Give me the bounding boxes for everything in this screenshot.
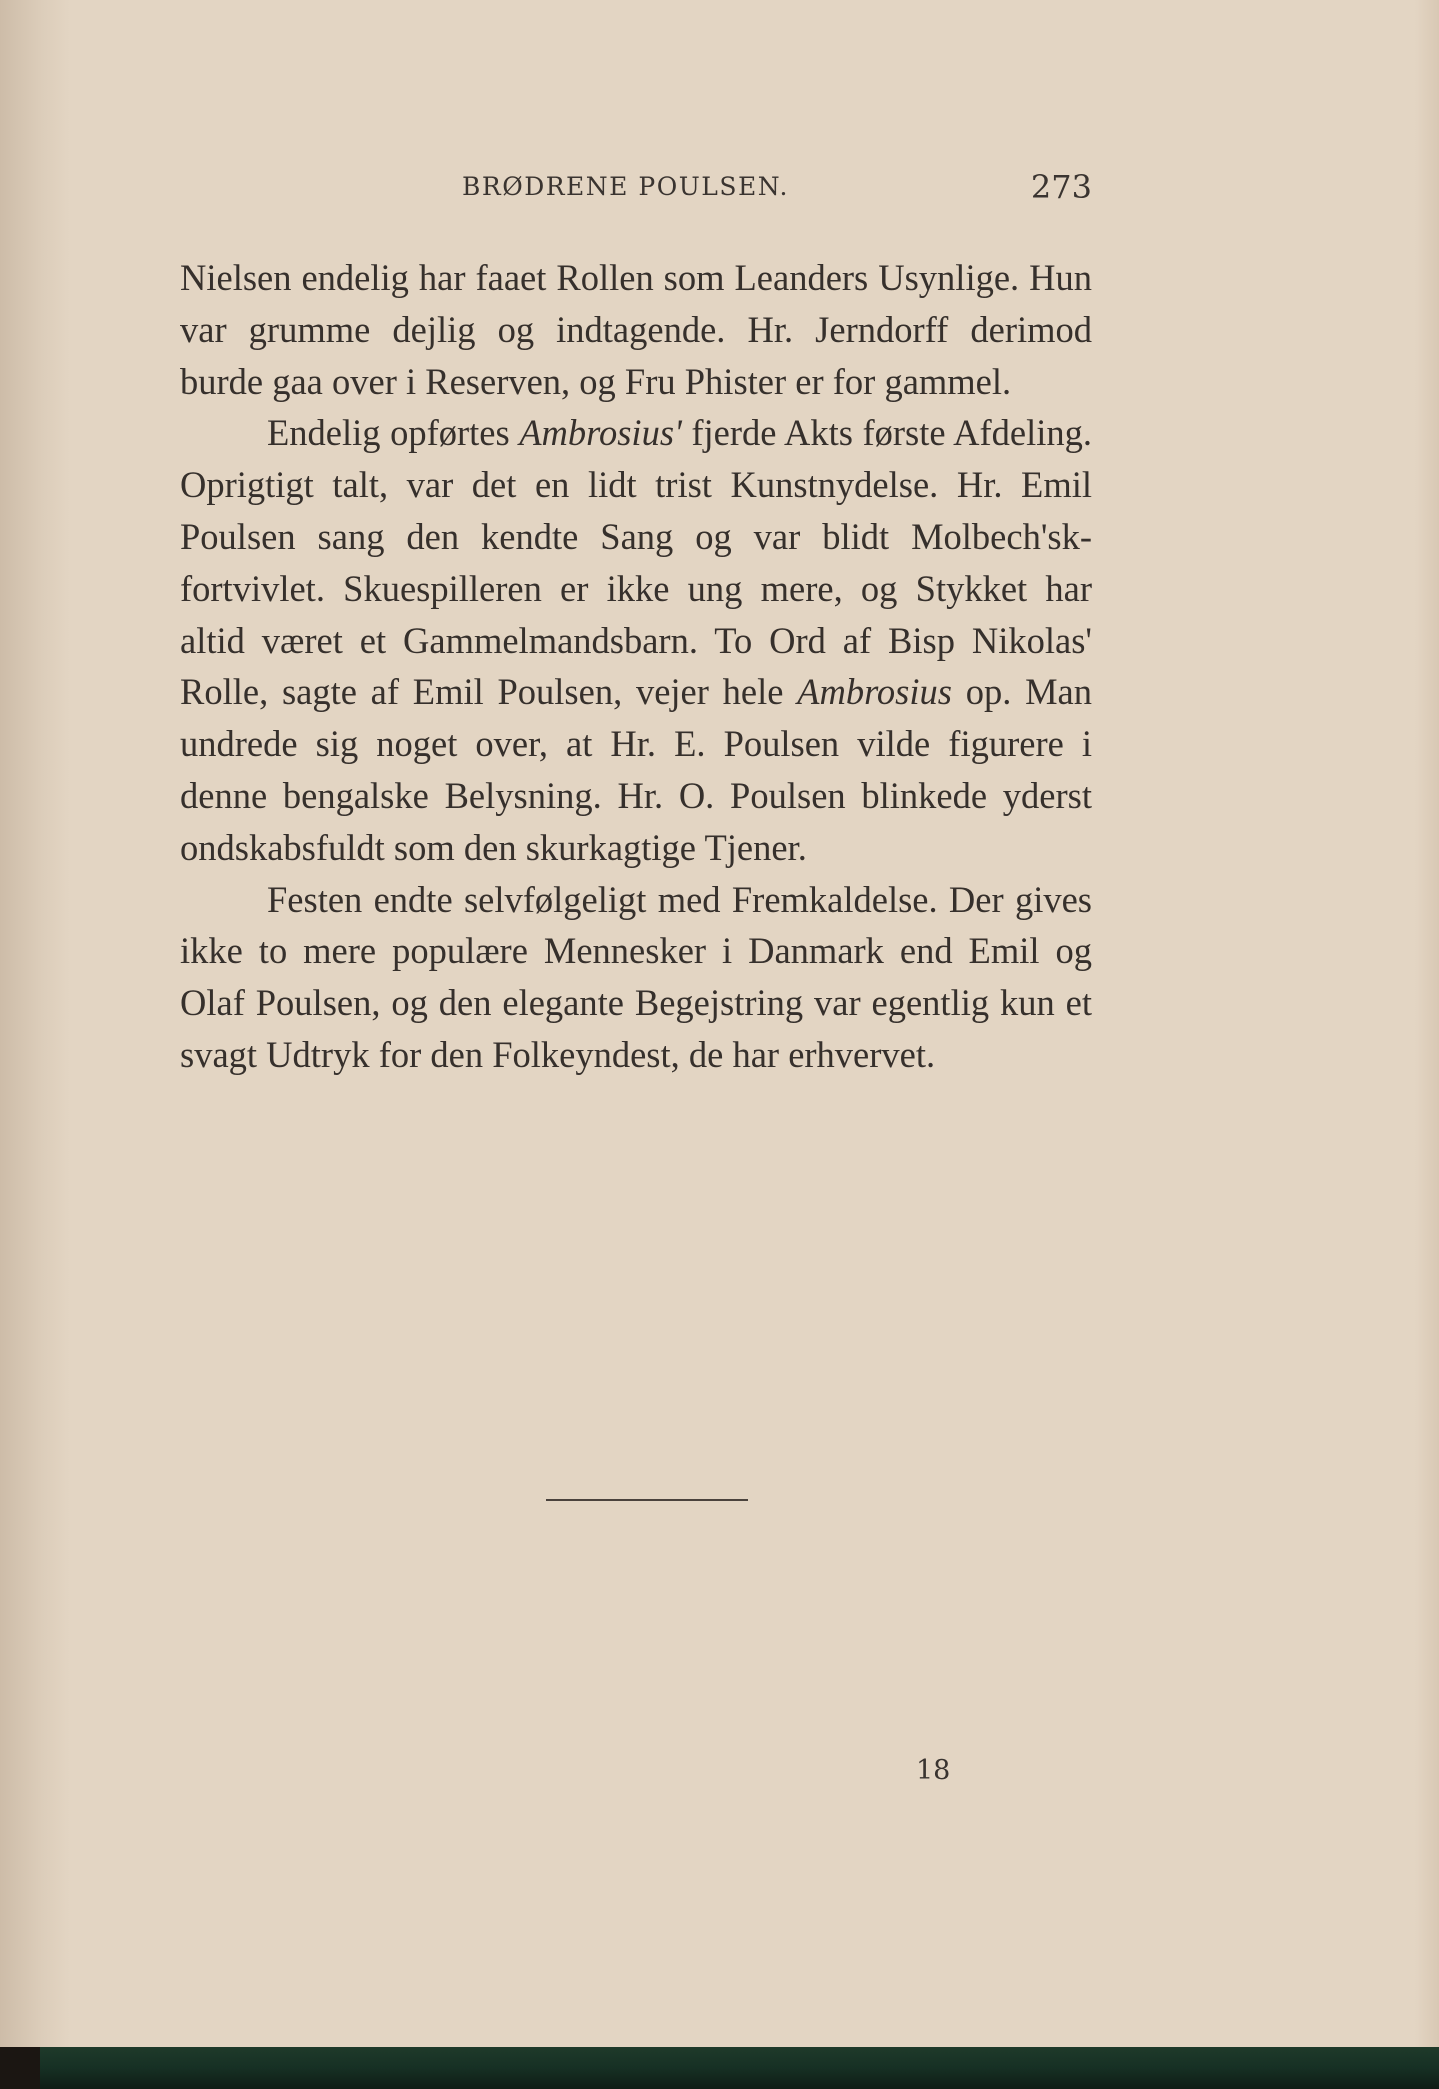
signature-mark: 18 [916, 1755, 951, 1786]
paragraph-2 [180, 407, 1092, 873]
page-edge-shadow [1415, 0, 1439, 2089]
text-segment: Nielsen endelig har faaet Rollen som Leanders Usynlige. Hun var grumme dejlig og indtagende. Hr. Jerndorff derimod burde gaa over i Reserven, og Fru Phister er for gammel. [180, 257, 1092, 402]
italic-title-ambrosius: Ambrosius' [519, 412, 682, 454]
body-text [180, 252, 1092, 1081]
book-cover-edge [40, 2047, 1439, 2089]
text-segment: op. Man undrede sig noget over, at Hr. E. Poulsen vilde figurere i denne bengalske Belysning. Hr. O. Poulsen blinkede yderst ondskabsfuldt som den skurkagtige Tjener. [180, 671, 1092, 868]
scan-background-corner [0, 2047, 40, 2089]
page-header [180, 168, 1092, 208]
page-number: 273 [1030, 168, 1092, 206]
section-end-rule [546, 1499, 748, 1501]
italic-title-ambrosius: Ambrosius [797, 671, 952, 713]
page-gutter-shadow [0, 0, 70, 2089]
text-segment: Endelig opførtes [267, 412, 520, 454]
paragraph-1 [180, 252, 1092, 407]
text-segment: fjerde Akts første Afdeling. Oprigtigt talt, var det en lidt trist Kunstnydelse. Hr. Emil Poulsen sang den kendte Sang og var blidt Molbech'sk-fortvivlet. Skuespilleren er ikke ung mere, og Stykket har altid været et Gammelmandsbarn. To Ord af Bisp Nikolas' Rolle, sagte af Emil Poulsen, vejer hele [180, 412, 1092, 713]
text-segment: Festen endte selvfølgeligt med Fremkaldelse. Der gives ikke to mere populære Mennesker i Danmark end Emil og Olaf Poulsen, og den elegante Begejstring var egentlig kun et svagt Udtryk for den Folkeyndest, de har erhvervet. [180, 878, 1092, 1075]
running-title: BRØDRENE POULSEN. [462, 172, 789, 201]
paragraph-3 [180, 874, 1092, 1081]
